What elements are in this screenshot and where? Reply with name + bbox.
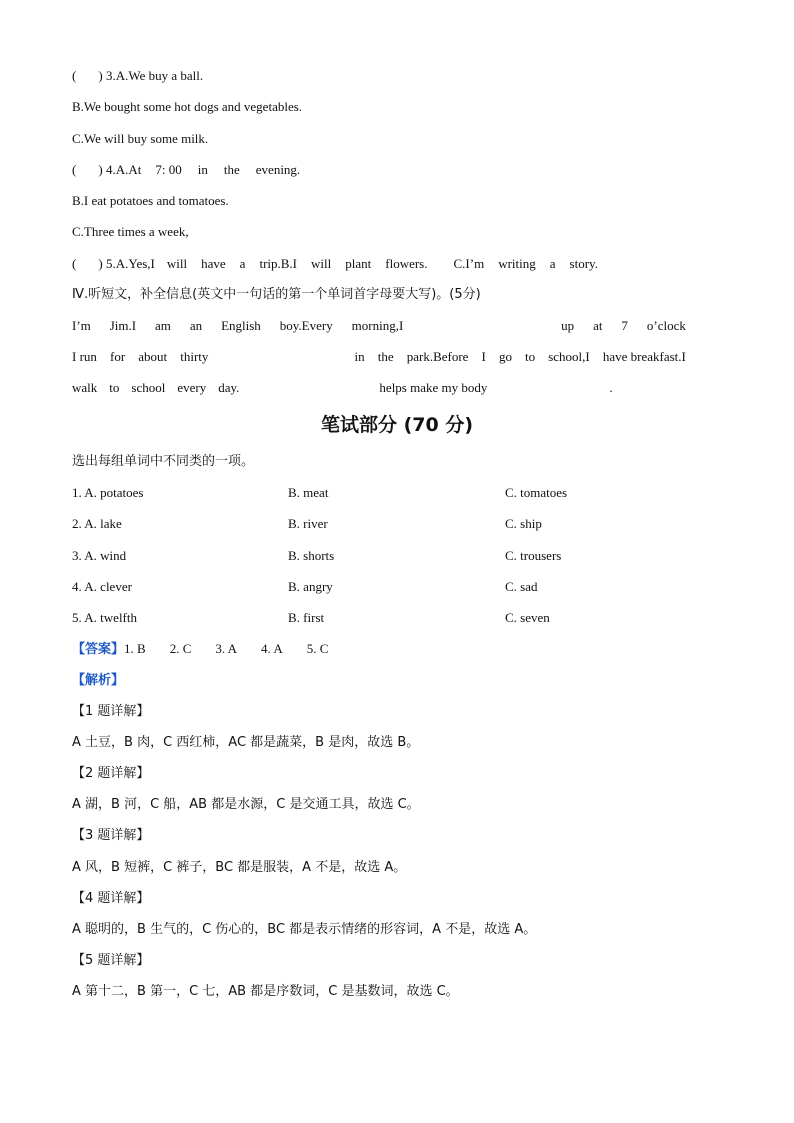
part-4-passage-line-1: I’m Jim.I am an English boy.Every morning,I up at 7 o’clock	[72, 318, 686, 333]
question-3-option-a: ( ) 3.A.We buy a ball.	[72, 68, 204, 83]
fill-blank-2[interactable]	[221, 349, 341, 365]
detail-text: A 聪明的，B 生气的，C 伤心的，BC 都是表示情绪的形容词，A 不是，故选 A。	[72, 922, 537, 937]
detail-heading: 【5 题详解】	[72, 953, 150, 968]
detail-text: A 第十二，B 第一，C 七，AB 都是序数词，C 是基数词，故选 C。	[72, 984, 459, 999]
detail-text: A 湖，B 河，C 船，AB 都是水源，C 是交通工具，故选 C。	[72, 797, 420, 812]
analysis-label: 【解析】	[72, 673, 125, 688]
answer-paren[interactable]: ( )	[72, 162, 103, 177]
detail-heading: 【4 题详解】	[72, 891, 150, 906]
detail-heading: 【2 题详解】	[72, 766, 150, 781]
detail-heading: 【1 题详解】	[72, 704, 150, 719]
detail-text: A 土豆，B 肉，C 西红柿，AC 都是蔬菜，B 是肉，故选 B。	[72, 735, 420, 750]
part-4-instruction: Ⅳ.听短文，补全信息(英文中一句话的第一个单词首字母要大写)。(5分)	[72, 287, 481, 302]
part-4-passage-line-3: walk to school every day. helps make my body .	[72, 380, 613, 395]
part-4-passage-line-2: I run for about thirty in the park.Before I go to school,I have breakfast.I	[72, 349, 686, 364]
question-4-option-a: ( ) 4.A.At 7: 00 in the evening.	[72, 162, 301, 177]
question-5-options: ( ) 5.A.Yes,I will have a trip.B.I will plant flowers. C.I’m writing a story.	[72, 256, 598, 271]
document-page: ( ) 3.A.We buy a ball. B.We bought some hot dogs and vegetables. C.We will buy some milk. ( ) 4.A.At 7: 00 in the evening. B.I eat potatoes and tomatoes. C.Three times a week, ( ) 5.A.Yes,I will have a trip.B.I will plant flowers. C.I’m writing a story. Ⅳ.听短文，补全信息(英文中一句话的第一个单词首字母要大写)。(5分) I’m Jim.I am an English boy.Every morning,I up at 7 o’clock I run for about thirty in the park.Before I go to school,I have breakfast.I walk to school every day. helps make my body . 笔试部分 (70 分) 选出每组单词中不同类的一项。 1. A. potatoes B. meat C. tomatoes 2. A. lake B. river C. ship 3. A. wind B. shorts C. trousers 4. A. clever B. angry C. sad 5. A. twelfth B. first C. seven 【答案】1. B 2. C 3. A 4. A 5. C 【解析】 【1 题详解】 A 土豆，B 肉，C 西红柿，AC 都是蔬菜，B 是肉，故选 B。 【2 题详解】 A 湖，B 河，C 船，AB 都是水源，C 是交通工具，故选 C。 【3 题详解】 A 风，B 短裤，C 裤子，BC 都是服装，A 不是，故选 A。 【4 题详解】 A 聪明的，B 生气的，C 伤心的，BC 都是表示情绪的形容词，A 不是，故选 A。 【5 题详解】 A 第十二，B 第一，C 七，AB 都是序数词，C 是基数词，故选 C。	[0, 0, 794, 1123]
detail-text: A 风，B 短裤，C 裤子，BC 都是服装，A 不是，故选 A。	[72, 860, 407, 875]
fill-blank-1[interactable]	[422, 318, 542, 334]
question-3-option-b: B.We bought some hot dogs and vegetables.	[72, 99, 303, 114]
detail-heading: 【3 题详解】	[72, 828, 150, 843]
answer-label: 【答案】	[72, 642, 125, 657]
written-instruction: 选出每组单词中不同类的一项。	[72, 454, 255, 469]
question-3-option-c: C.We will buy some milk.	[72, 131, 209, 146]
answer-paren[interactable]: ( )	[72, 256, 103, 271]
answer-row: 【答案】1. B 2. C 3. A 4. A 5. C	[72, 641, 329, 657]
section-title: 笔试部分 (70 分)	[320, 414, 474, 436]
question-4-option-c: C.Three times a week,	[72, 224, 189, 239]
question-4-option-b: B.I eat potatoes and tomatoes.	[72, 193, 229, 208]
answer-paren[interactable]: ( )	[72, 68, 103, 83]
